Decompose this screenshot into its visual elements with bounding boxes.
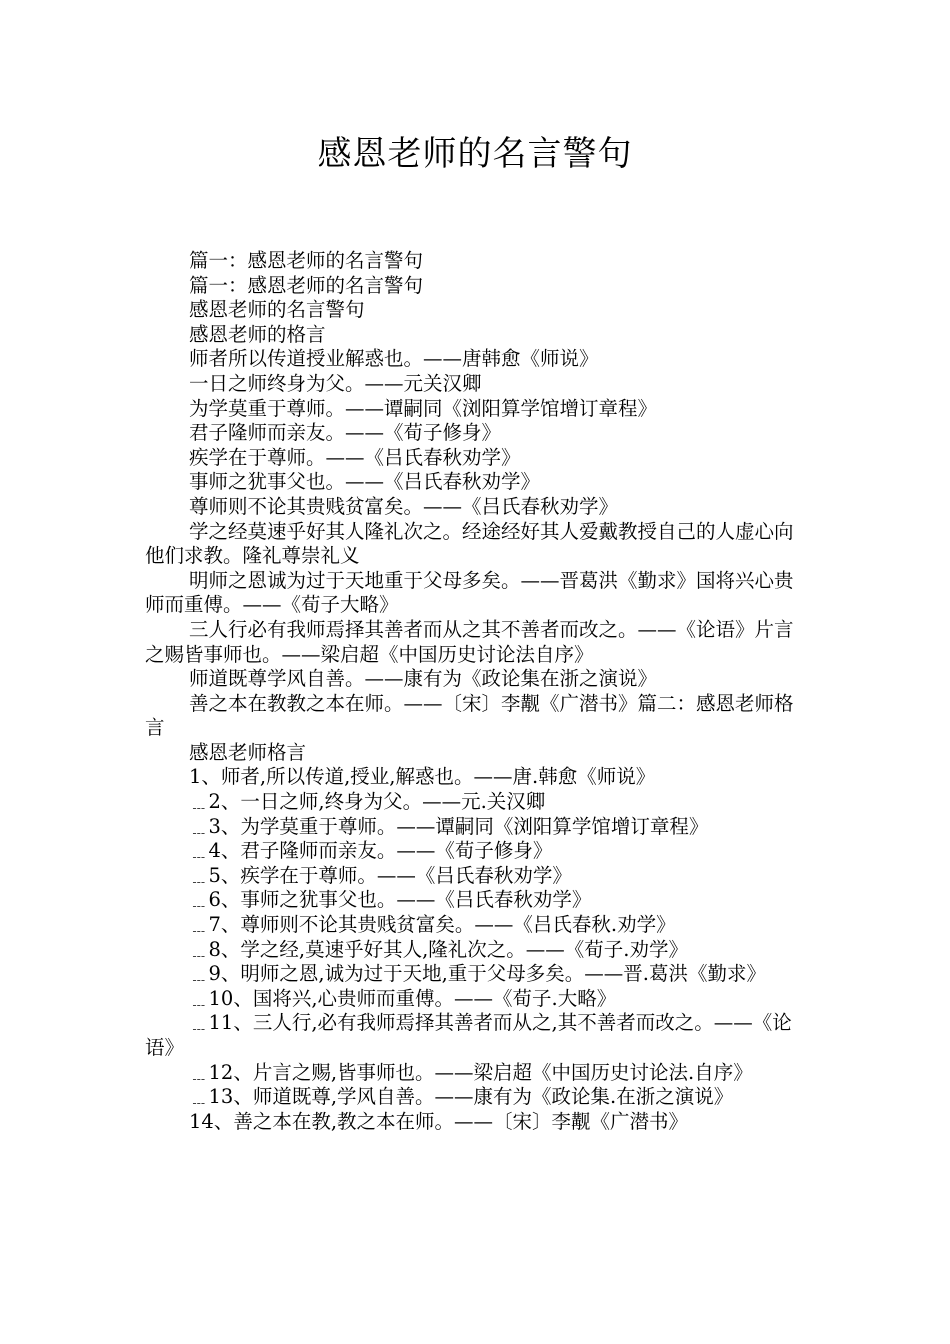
list-item: ﹍5、疾学在于尊师。——《吕氏春秋劝学》 — [189, 863, 572, 887]
list-item: ﹍9、明师之恩,诚为过于天地,重于父母多矣。——晋.葛洪《勤求》 — [189, 962, 767, 986]
list-item: ﹍2、一日之师,终身为父。——元.关汉卿 — [189, 790, 546, 814]
paragraph: 事师之犹事父也。——《吕氏春秋劝学》 — [189, 470, 541, 494]
paragraph: 三人行必有我师焉择其善者而从之其不善者而改之。——《论语》片言之赐皆事师也。——梁启超《中国历史讨论法自序》 — [145, 617, 794, 666]
paragraph: 感恩老师格言 — [189, 740, 307, 764]
paragraph: 感恩老师的格言 — [189, 322, 326, 346]
list-item: ﹍3、为学莫重于尊师。——谭嗣同《浏阳算学馆增订章程》 — [189, 814, 709, 838]
paragraph: 师者所以传道授业解惑也。——唐韩愈《师说》 — [189, 347, 599, 371]
paragraph: 善之本在教教之本在师。——〔宋〕李觏《广潜书》篇二：感恩老师格言 — [145, 691, 794, 740]
paragraph: 师道既尊学风自善。——康有为《政论集在浙之演说》 — [189, 667, 658, 691]
list-item: ﹍13、师道既尊,学风自善。——康有为《政论集.在浙之演说》 — [189, 1085, 734, 1109]
list-item: ﹍7、尊师则不论其贵贱贫富矣。——《吕氏春秋.劝学》 — [189, 913, 676, 937]
paragraph: 明师之恩诚为过于天地重于父母多矣。——晋葛洪《勤求》国将兴心贵师而重傅。——《荀子大略》 — [145, 568, 794, 617]
document-body — [145, 249, 805, 1134]
paragraph: 一日之师终身为父。——元关汉卿 — [189, 371, 482, 395]
paragraph: 为学莫重于尊师。——谭嗣同《浏阳算学馆增订章程》 — [189, 396, 658, 420]
list-item: ﹍11、三人行,必有我师焉择其善者而从之,其不善者而改之。——《论语》 — [145, 1011, 792, 1059]
paragraph: 感恩老师的名言警句 — [189, 298, 365, 322]
paragraph: 疾学在于尊师。——《吕氏春秋劝学》 — [189, 445, 521, 469]
list-item: ﹍10、国将兴,心贵师而重傅。——《荀子.大略》 — [189, 986, 617, 1010]
document-title: 感恩老师的名言警句 — [317, 134, 633, 174]
paragraph: 篇一：感恩老师的名言警句 — [189, 273, 424, 297]
list-item: ﹍4、君子隆师而亲友。——《荀子修身》 — [189, 839, 553, 863]
paragraph: 篇一：感恩老师的名言警句 — [189, 249, 424, 272]
list-item: ﹍12、片言之赐,皆事师也。——梁启超《中国历史讨论法.自序》 — [189, 1060, 753, 1084]
paragraph: 学之经莫速乎好其人隆礼次之。经途经好其人爱戴教授自己的人虚心向他们求教。隆礼尊崇礼义 — [145, 519, 794, 568]
list-item: 1、师者,所以传道,授业,解惑也。——唐.韩愈《师说》 — [189, 765, 656, 789]
list-item: ﹍8、学之经,莫速乎好其人,隆礼次之。——《荀子.劝学》 — [189, 937, 689, 961]
list-item: 14、善之本在教,教之本在师。——〔宋〕李觏《广潜书》 — [189, 1109, 689, 1133]
paragraph: 尊师则不论其贵贱贫富矣。——《吕氏春秋劝学》 — [189, 494, 619, 518]
list-item: ﹍6、事师之犹事父也。——《吕氏春秋劝学》 — [189, 888, 592, 912]
paragraph: 君子隆师而亲友。——《荀子修身》 — [189, 421, 502, 445]
